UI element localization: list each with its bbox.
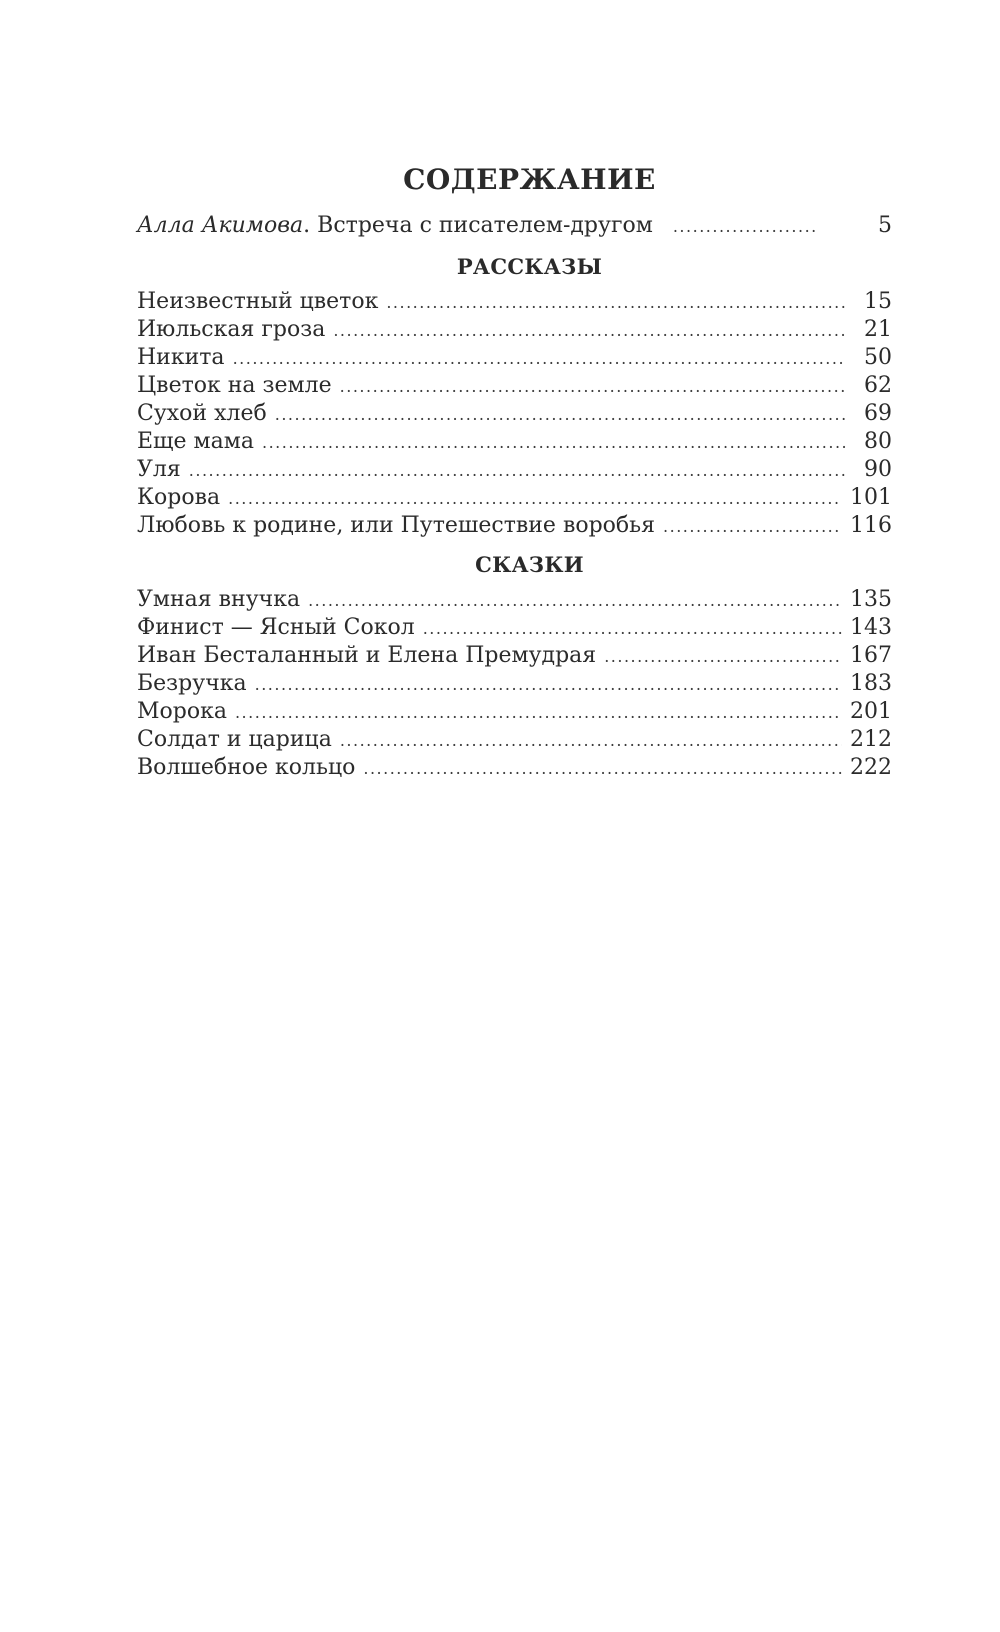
entry-title: Никита bbox=[137, 345, 225, 370]
table-of-contents bbox=[137, 160, 892, 782]
entry-title: Иван Бесталанный и Елена Премудрая bbox=[137, 643, 597, 668]
entry-title: Морока bbox=[137, 699, 227, 724]
toc-entry bbox=[137, 372, 892, 400]
dot-leader bbox=[363, 755, 842, 783]
entry-page-number: 69 bbox=[864, 401, 892, 426]
section-heading-stories: РАССКАЗЫ bbox=[456, 254, 603, 279]
toc-entry bbox=[137, 484, 892, 512]
toc-entry bbox=[137, 344, 892, 372]
entry-title: Умная внучка bbox=[137, 587, 301, 612]
dot-leader bbox=[262, 429, 846, 457]
entry-title: Неизвестный цветок bbox=[137, 289, 379, 314]
entry-page-number: 80 bbox=[864, 429, 892, 454]
dot-leader bbox=[233, 345, 846, 373]
toc-entry bbox=[137, 512, 892, 540]
toc-entry bbox=[137, 726, 892, 754]
entry-title: Любовь к родине, или Путешествие воробья bbox=[137, 513, 656, 538]
section-heading-fairy-tales: СКАЗКИ bbox=[475, 552, 584, 577]
entry-title: Корова bbox=[137, 485, 221, 510]
entry-page-number: 21 bbox=[864, 317, 892, 342]
dot-leader bbox=[340, 373, 846, 401]
dot-leader bbox=[228, 485, 842, 513]
entry-title: Волшебное кольцо bbox=[137, 755, 356, 780]
entry-title: Цветок на земле bbox=[137, 373, 332, 398]
entry-title: Безручка bbox=[137, 671, 247, 696]
entry-page-number: 135 bbox=[850, 587, 892, 612]
intro-page-number: 5 bbox=[878, 213, 892, 238]
dot-leader bbox=[255, 671, 842, 699]
toc-entry bbox=[137, 456, 892, 484]
entry-page-number: 183 bbox=[850, 671, 892, 696]
dot-leader bbox=[189, 457, 846, 485]
entry-title: Июльская гроза bbox=[137, 317, 326, 342]
toc-intro-label bbox=[137, 212, 653, 240]
toc-entry bbox=[137, 586, 892, 614]
dot-leader bbox=[386, 289, 846, 317]
intro-author: Алла Акимова bbox=[137, 213, 304, 238]
toc-intro-entry bbox=[137, 212, 892, 240]
entry-title: Солдат и царица bbox=[137, 727, 332, 752]
toc-entry bbox=[137, 428, 892, 456]
dot-leader bbox=[423, 615, 842, 643]
entry-page-number: 90 bbox=[864, 457, 892, 482]
entry-title: Финист — Ясный Сокол bbox=[137, 615, 415, 640]
entry-page-number: 212 bbox=[850, 727, 892, 752]
dot-leader bbox=[340, 727, 842, 755]
entry-page-number: 167 bbox=[850, 643, 892, 668]
entry-title: Еще мама bbox=[137, 429, 254, 454]
dot-leader bbox=[663, 513, 842, 541]
dot-leader bbox=[673, 213, 817, 241]
entry-page-number: 201 bbox=[850, 699, 892, 724]
entry-page-number: 116 bbox=[850, 513, 892, 538]
entry-page-number: 15 bbox=[864, 289, 892, 314]
entry-title: Сухой хлеб bbox=[137, 401, 267, 426]
dot-leader bbox=[235, 699, 842, 727]
entry-page-number: 143 bbox=[850, 615, 892, 640]
dot-leader bbox=[604, 643, 842, 671]
toc-entry bbox=[137, 754, 892, 782]
intro-title: . Встреча с писателем-другом bbox=[303, 213, 653, 238]
dot-leader bbox=[308, 587, 842, 615]
dot-leader bbox=[275, 401, 846, 429]
toc-entry bbox=[137, 670, 892, 698]
toc-entry bbox=[137, 316, 892, 344]
toc-entry bbox=[137, 698, 892, 726]
entry-page-number: 50 bbox=[864, 345, 892, 370]
dot-leader bbox=[333, 317, 846, 345]
entry-title: Уля bbox=[137, 457, 181, 482]
toc-entry bbox=[137, 400, 892, 428]
toc-entry bbox=[137, 288, 892, 316]
entry-page-number: 101 bbox=[850, 485, 892, 510]
toc-entry bbox=[137, 614, 892, 642]
entry-page-number: 222 bbox=[850, 755, 892, 780]
toc-title: СОДЕРЖАНИЕ bbox=[403, 163, 656, 196]
entry-page-number: 62 bbox=[864, 373, 892, 398]
toc-entry bbox=[137, 642, 892, 670]
